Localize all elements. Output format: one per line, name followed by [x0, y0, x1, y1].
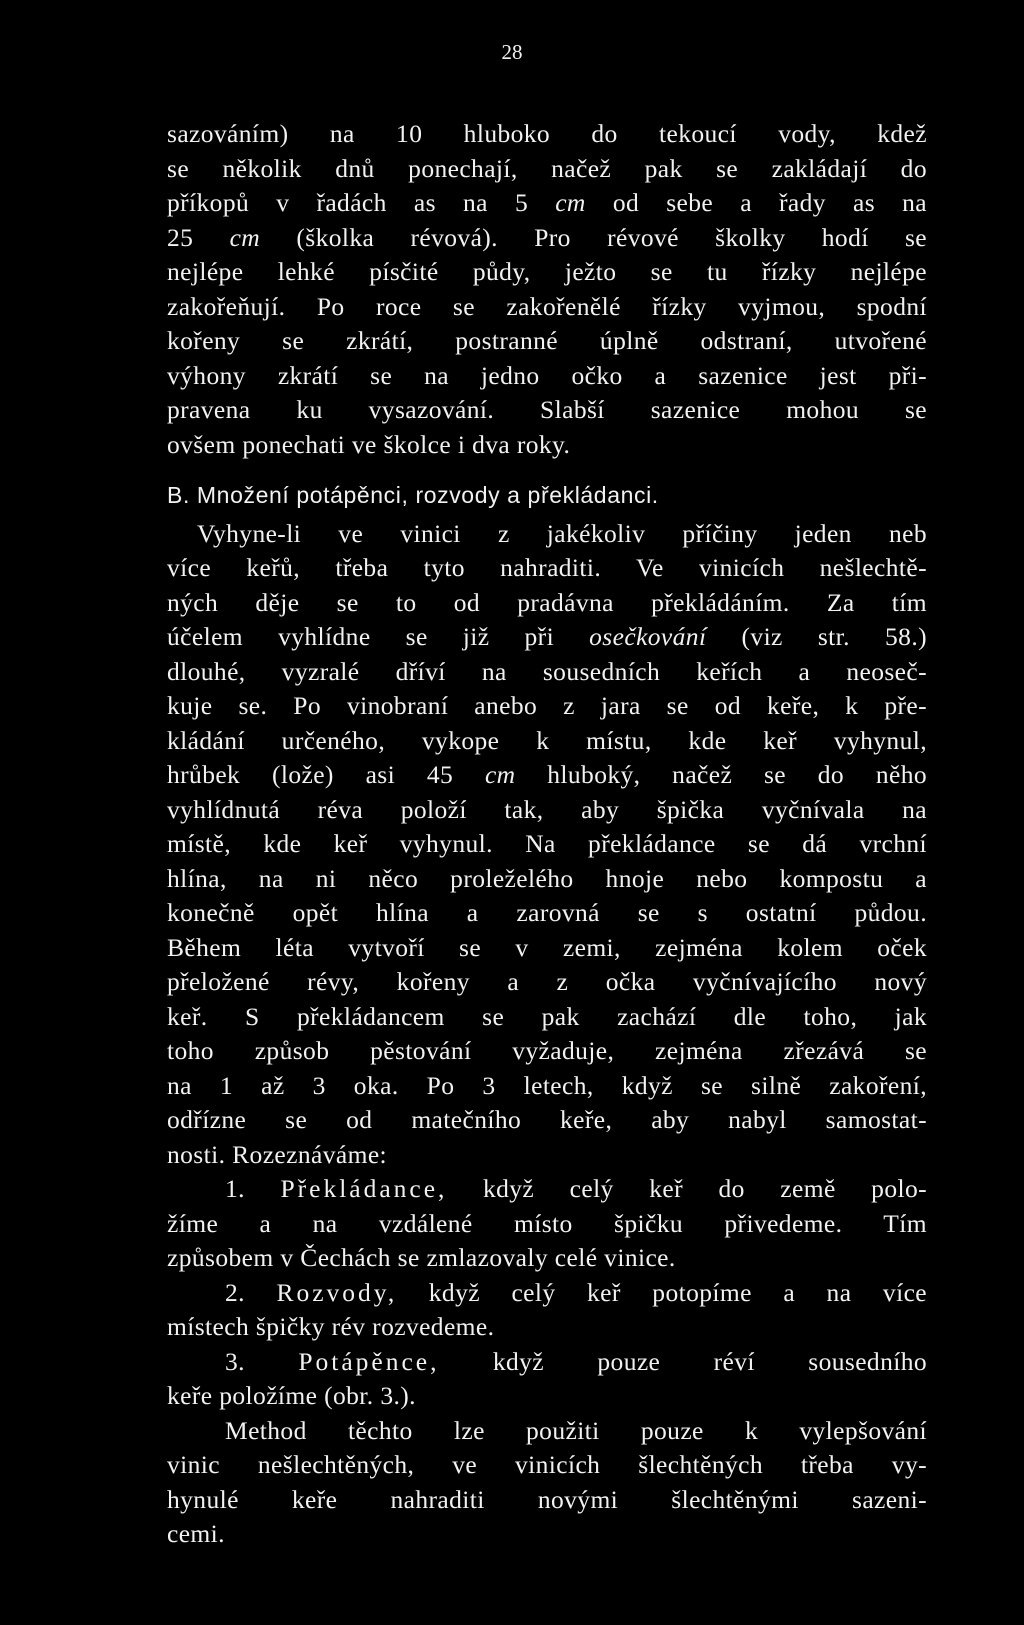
text-line: ných děje se to od pradávna překládáním. Za tím [167, 587, 927, 617]
text-line: místech špičky rév rozvedeme. [167, 1312, 495, 1341]
text-fragment: příkopů v řadách as na 5 [167, 188, 529, 217]
text-line: toho způsob pěstování vyžaduje, zejména zřezává se [167, 1036, 927, 1065]
text-fragment: účelem vyhlídne se již při [167, 622, 555, 651]
list-number: 1. [225, 1174, 245, 1203]
text-line: přeložené révy, kořeny a z očka vyčnívajícího nový [167, 967, 927, 996]
text-line: kuje se. Po vinobraní anebo z jara se od keře, k pře- [167, 691, 927, 720]
text-fragment: (školka révová). Pro révové školky hodí se [296, 222, 928, 252]
list-number: 3. [225, 1346, 245, 1376]
text-line: se několik dnů ponechají, načež pak se zakládají do [167, 153, 927, 183]
text-line: hynulé keře nahraditi novými šlechtěnými sazeni- [167, 1484, 927, 1514]
list-number: 2. [225, 1277, 245, 1307]
text-line: Během léta vytvoří se v zemi, zejména kolem oček [167, 932, 927, 962]
page-text [167, 117, 927, 1552]
text-line [167, 221, 927, 256]
text-line: cemi. [167, 1519, 225, 1548]
text-line: Method těchto lze použiti pouze k vylepšování [225, 1415, 927, 1445]
text-fragment: 25 [167, 222, 194, 252]
text-fragment: když pouze réví sousedního [492, 1346, 928, 1376]
page-number: 28 [501, 40, 523, 64]
unit-cm: cm [484, 760, 516, 789]
list-item [167, 1276, 927, 1311]
text-line: keř. S překládancem se pak zachází dle toho, jak [167, 1001, 927, 1031]
text-line: zakořeňují. Po roce se zakořenělé řízky vyjmou, spodní [167, 291, 927, 321]
section-heading: B. Množení potápěnci, rozvody a překládanci. [167, 482, 659, 508]
text-line [167, 758, 927, 793]
text-fragment: když celý keř potopíme a na více [428, 1277, 927, 1307]
text-line: pravena ku vysazování. Slabší sazenice mohou se [167, 395, 927, 424]
text-line: hlína, na ni něco proleželého hnoje nebo kompostu a [167, 863, 927, 893]
text-fragment: (viz str. 58.) [741, 622, 927, 651]
text-line: vinic nešlechtěných, ve vinicích šlechtěných třeba vy- [167, 1450, 927, 1479]
text-line: konečně opět hlína a zarovná se s ostatní půdou. [167, 898, 927, 927]
text-line: ovšem ponechati ve školce i dva roky. [167, 429, 571, 459]
text-line: žíme a na vzdálené místo špičku přivedeme. Tím [167, 1208, 927, 1238]
text-fragment: od sebe a řady as na [612, 188, 928, 217]
text-line [167, 620, 927, 655]
text-line: Vyhyne-li ve vinici z jakékoliv příčiny jeden neb [197, 518, 927, 548]
text-line: způsobem v Čechách se zmlazovaly celé vinice. [167, 1243, 676, 1272]
text-line: nejlépe lehké písčité půdy, ježto se tu řízky nejlépe [167, 257, 927, 286]
text-line: odřízne se od matečního keře, aby nabyl samostat- [167, 1105, 927, 1134]
text-fragment: když celý keř do země polo- [482, 1174, 928, 1203]
text-line: výhony zkrátí se na jedno očko a sazenice jest při- [167, 360, 927, 390]
list-term: Potápěnce, [298, 1346, 440, 1376]
text-fragment: hrůbek (lože) asi 45 [167, 760, 454, 789]
text-line: vyhlídnutá réva položí tak, aby špička vyčnívala na [167, 794, 927, 824]
italic-term: osečkování [589, 622, 707, 651]
text-line: sazováním) na 10 hluboko do tekoucí vody, kdež [167, 119, 927, 148]
text-line: na 1 až 3 oka. Po 3 letech, když se silně zakoření, [167, 1070, 927, 1100]
list-term: Překládance, [280, 1174, 448, 1203]
text-fragment: hluboký, načež se do něho [547, 760, 928, 789]
unit-cm: cm [555, 188, 586, 217]
list-item [167, 1345, 927, 1380]
list-item [167, 1172, 927, 1207]
text-line: dlouhé, vyzralé dříví na sousedních keřích a neoseč- [167, 656, 927, 686]
text-line [167, 186, 927, 221]
unit-cm: cm [229, 222, 261, 252]
text-line: keře položíme (obr. 3.). [167, 1381, 416, 1410]
text-line: nosti. Rozeznáváme: [167, 1139, 388, 1169]
text-line: více keřů, třeba tyto nahraditi. Ve vinicích nešlechtě- [167, 553, 927, 582]
text-line: kořeny se zkrátí, postranné úplně odstraní, utvořené [167, 326, 927, 355]
list-term: Rozvody, [276, 1277, 398, 1307]
text-line: místě, kde keř vyhynul. Na překládance se dá vrchní [167, 829, 927, 858]
text-line: kládání určeného, vykope k místu, kde keř vyhynul, [167, 725, 927, 755]
